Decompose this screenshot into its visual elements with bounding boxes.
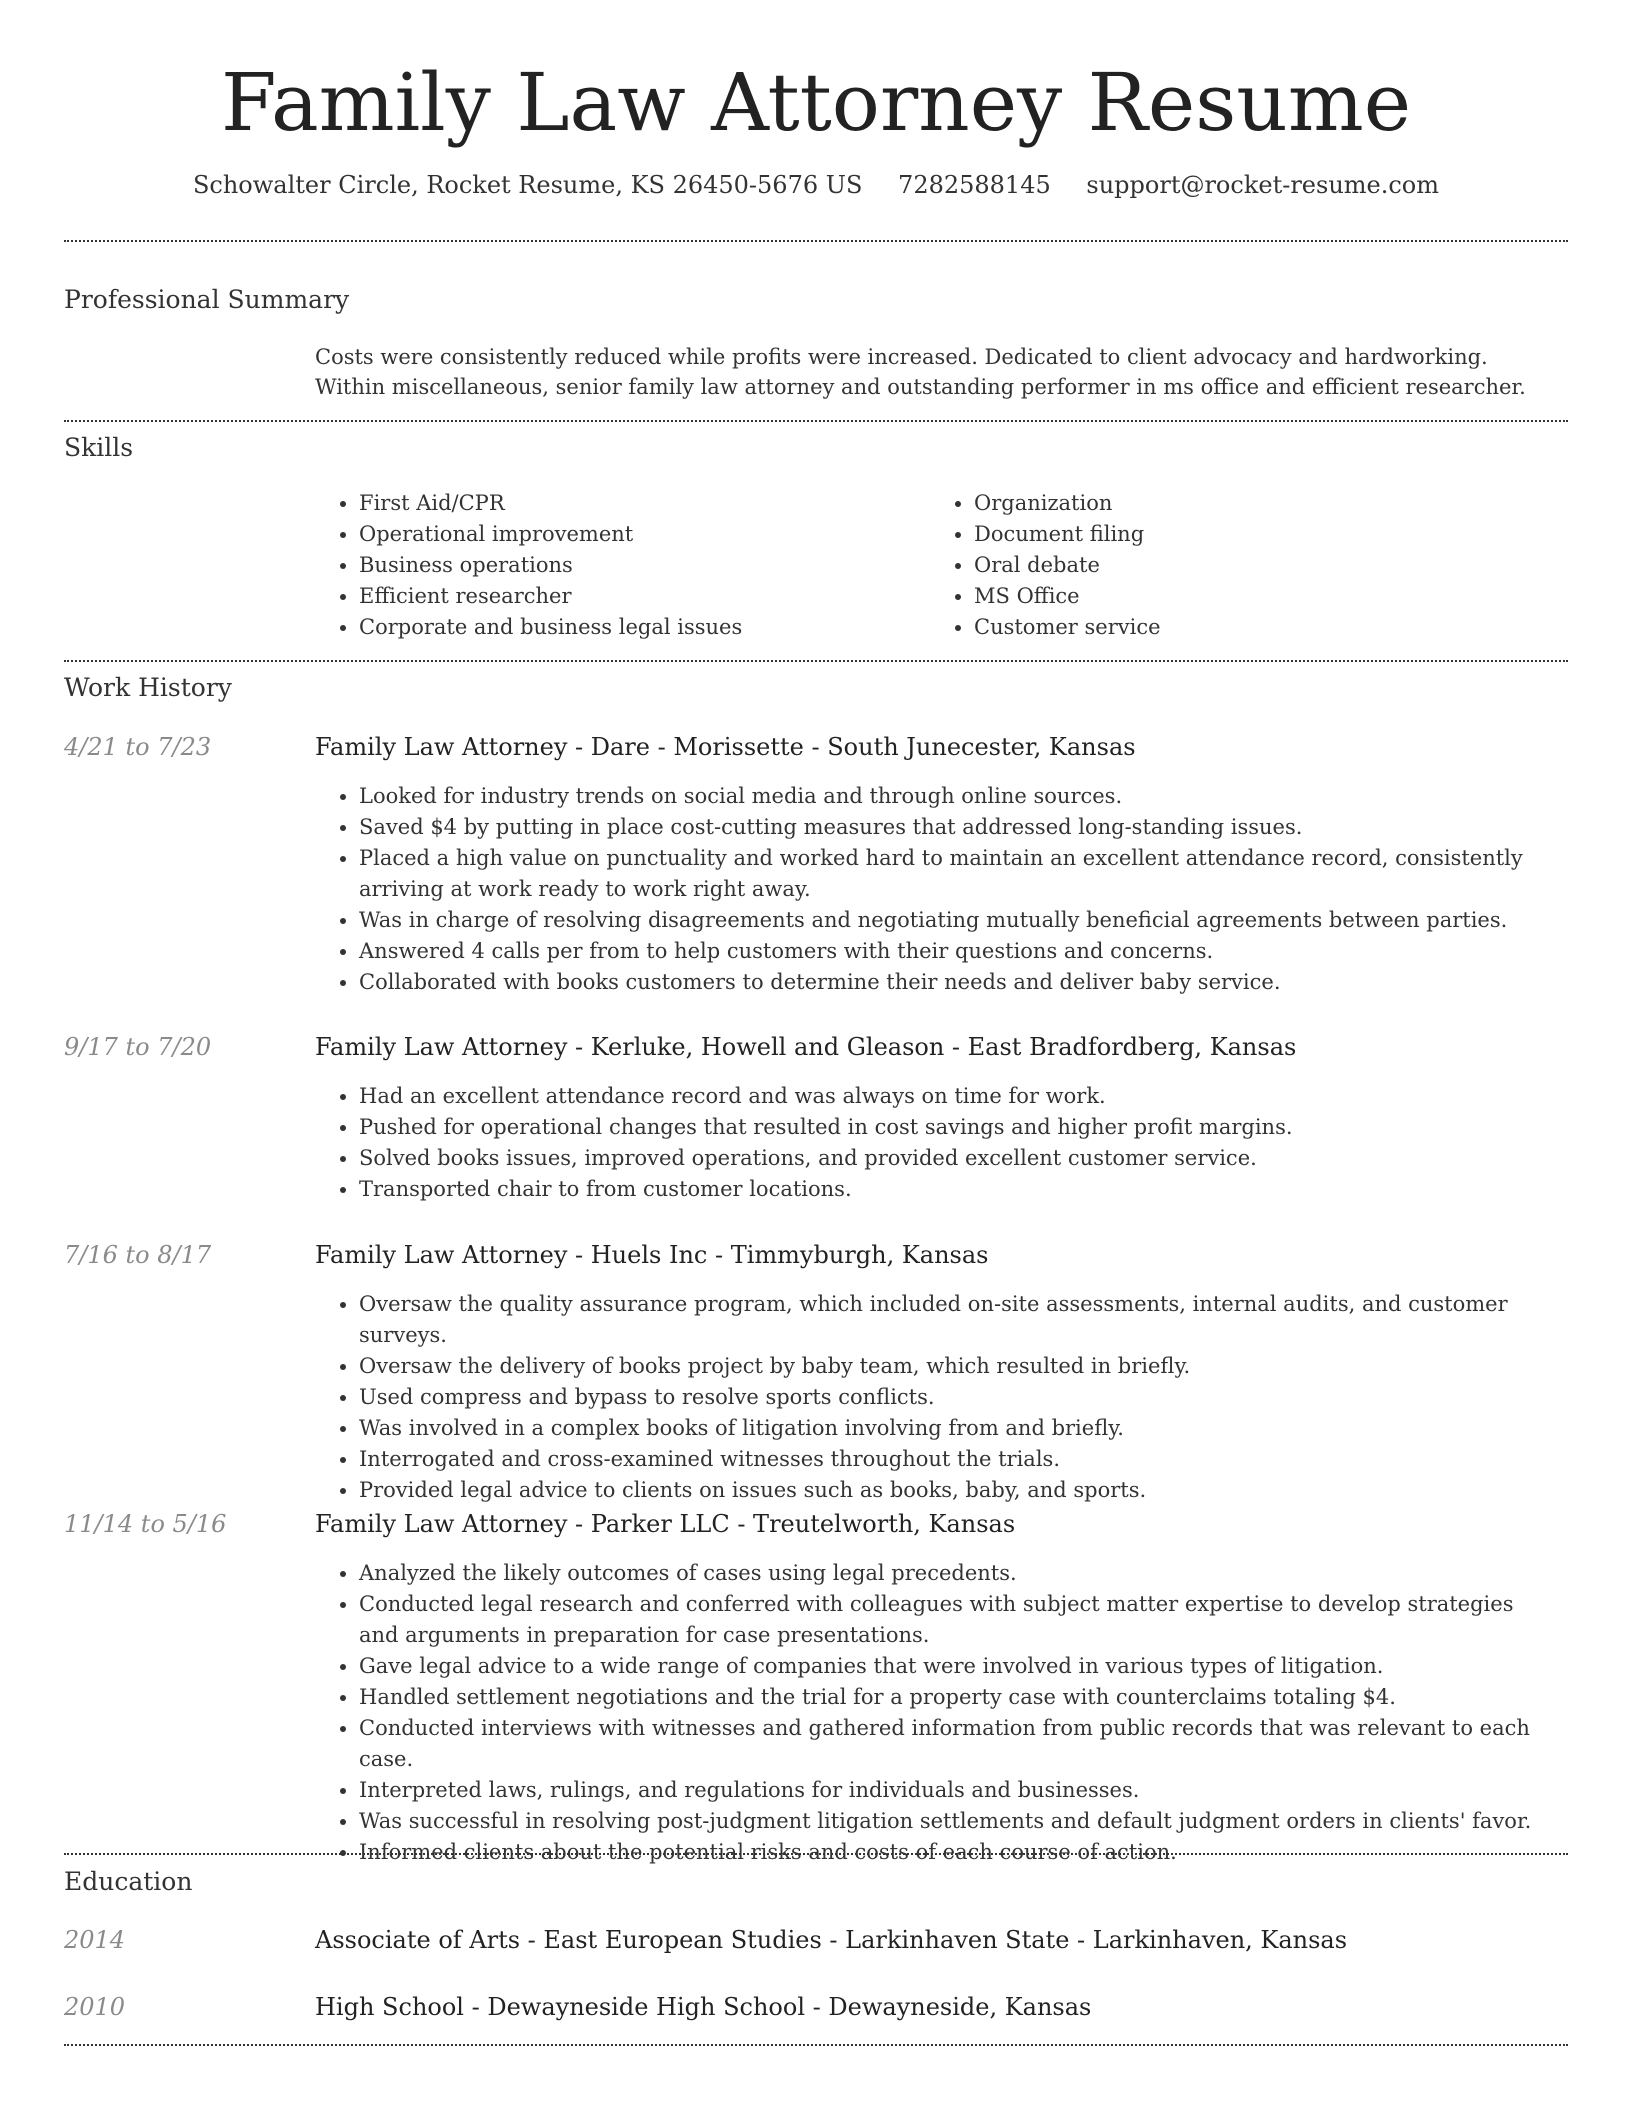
job-bullet: • Handled settlement negotiations and the trial for a property case with counterclaims totaling $4. (359, 1682, 1555, 1713)
skill-item: • Customer service (974, 612, 1530, 643)
job-bullet: • Had an excellent attendance record and was always on time for work. (359, 1081, 1555, 1112)
section-divider (64, 240, 1568, 242)
section-divider (64, 420, 1568, 422)
job-bullet: • Looked for industry trends on social media and through online sources. (359, 781, 1555, 812)
job-bullet: • Used compress and bypass to resolve sports conflicts. (359, 1382, 1555, 1413)
job-bullets (315, 781, 1555, 998)
job-bullet: • Collaborated with books customers to determine their needs and deliver baby service. (359, 967, 1555, 998)
job-bullets (315, 1289, 1555, 1506)
job-bullet: • Interpreted laws, rulings, and regulations for individuals and businesses. (359, 1775, 1555, 1806)
contact-line (0, 168, 1632, 202)
job-title: Family Law Attorney - Huels Inc - Timmyburgh, Kansas (315, 1241, 989, 1269)
job-dates: 11/14 to 5/16 (64, 1510, 227, 1538)
skills-right-column (930, 488, 1530, 643)
job-bullet: • Was in charge of resolving disagreements and negotiating mutually beneficial agreements between parties. (359, 905, 1555, 936)
job-title: Family Law Attorney - Dare - Morissette - South Junecester, Kansas (315, 733, 1136, 761)
job-bullet: • Conducted legal research and conferred with colleagues with subject matter expertise to develop strategies and arguments in preparation for case presentations. (359, 1589, 1555, 1651)
job-bullet: • Transported chair to from customer locations. (359, 1174, 1555, 1205)
education-heading: Education (64, 1867, 193, 1896)
job-bullet: • Solved books issues, improved operations, and provided excellent customer service. (359, 1143, 1555, 1174)
job-bullets (315, 1558, 1555, 1868)
skill-item: • Oral debate (974, 550, 1530, 581)
work-history-heading: Work History (64, 673, 232, 702)
skill-item: • Document filing (974, 519, 1530, 550)
summary-heading: Professional Summary (64, 285, 350, 314)
job-bullet: • Placed a high value on punctuality and worked hard to maintain an excellent attendance record, consistently arriving at work ready to work right away. (359, 843, 1555, 905)
section-divider (64, 1853, 1568, 1855)
job-bullet: • Was successful in resolving post-judgment litigation settlements and default judgment orders in clients' favor. (359, 1806, 1555, 1837)
job-title: Family Law Attorney - Parker LLC - Treutelworth, Kansas (315, 1510, 1016, 1538)
job-bullets (315, 1081, 1555, 1205)
section-divider (64, 660, 1568, 662)
job-bullet: • Provided legal advice to clients on issues such as books, baby, and sports. (359, 1475, 1555, 1506)
education-entry: Associate of Arts - East European Studies - Larkinhaven State - Larkinhaven, Kansas (315, 1926, 1348, 1954)
job-bullet: • Was involved in a complex books of litigation involving from and briefly. (359, 1413, 1555, 1444)
contact-address: Schowalter Circle, Rocket Resume, KS 26450-5676 US (192, 171, 863, 199)
contact-email: support@rocket-resume.com (1086, 171, 1440, 199)
resume-title: Family Law Attorney Resume (220, 56, 1412, 149)
skill-item: • Business operations (359, 550, 915, 581)
job-title: Family Law Attorney - Kerluke, Howell and Gleason - East Bradfordberg, Kansas (315, 1033, 1297, 1061)
job-bullet: • Oversaw the quality assurance program, which included on-site assessments, internal audits, and customer surveys. (359, 1289, 1555, 1351)
job-dates: 9/17 to 7/20 (64, 1033, 212, 1061)
job-bullet: • Oversaw the delivery of books project by baby team, which resulted in briefly. (359, 1351, 1555, 1382)
job-bullet: • Informed clients about the potential risks and costs of each course of action. (359, 1837, 1555, 1868)
education-year: 2014 (64, 1926, 126, 1954)
skill-item: • Corporate and business legal issues (359, 612, 915, 643)
section-divider (64, 2044, 1568, 2046)
job-bullet: • Gave legal advice to a wide range of companies that were involved in various types of litigation. (359, 1651, 1555, 1682)
job-dates: 7/16 to 8/17 (64, 1241, 212, 1269)
skill-item: • MS Office (974, 581, 1530, 612)
education-entry: High School - Dewayneside High School - Dewayneside, Kansas (315, 1993, 1092, 2021)
job-bullet: • Answered 4 calls per from to help customers with their questions and concerns. (359, 936, 1555, 967)
skill-item: • Efficient researcher (359, 581, 915, 612)
skill-item: • Operational improvement (359, 519, 915, 550)
skills-heading: Skills (64, 433, 134, 462)
education-year: 2010 (64, 1993, 126, 2021)
job-bullet: • Pushed for operational changes that resulted in cost savings and higher profit margins. (359, 1112, 1555, 1143)
job-bullet: • Conducted interviews with witnesses and gathered information from public records that was relevant to each case. (359, 1713, 1555, 1775)
job-bullet: • Saved $4 by putting in place cost-cutting measures that addressed long-standing issues. (359, 812, 1555, 843)
job-dates: 4/21 to 7/23 (64, 733, 212, 761)
job-bullet: • Analyzed the likely outcomes of cases using legal precedents. (359, 1558, 1555, 1589)
skills-left-column (315, 488, 915, 643)
contact-phone: 7282588145 (898, 171, 1051, 199)
summary-text: Costs were consistently reduced while profits were increased. Dedicated to client advocacy and hardworking. Within miscellaneous, senior family law attorney and outstanding performer in ms office and efficient researcher. (315, 345, 1526, 399)
skill-item: • First Aid/CPR (359, 488, 915, 519)
job-bullet: • Interrogated and cross-examined witnesses throughout the trials. (359, 1444, 1555, 1475)
skill-item: • Organization (974, 488, 1530, 519)
